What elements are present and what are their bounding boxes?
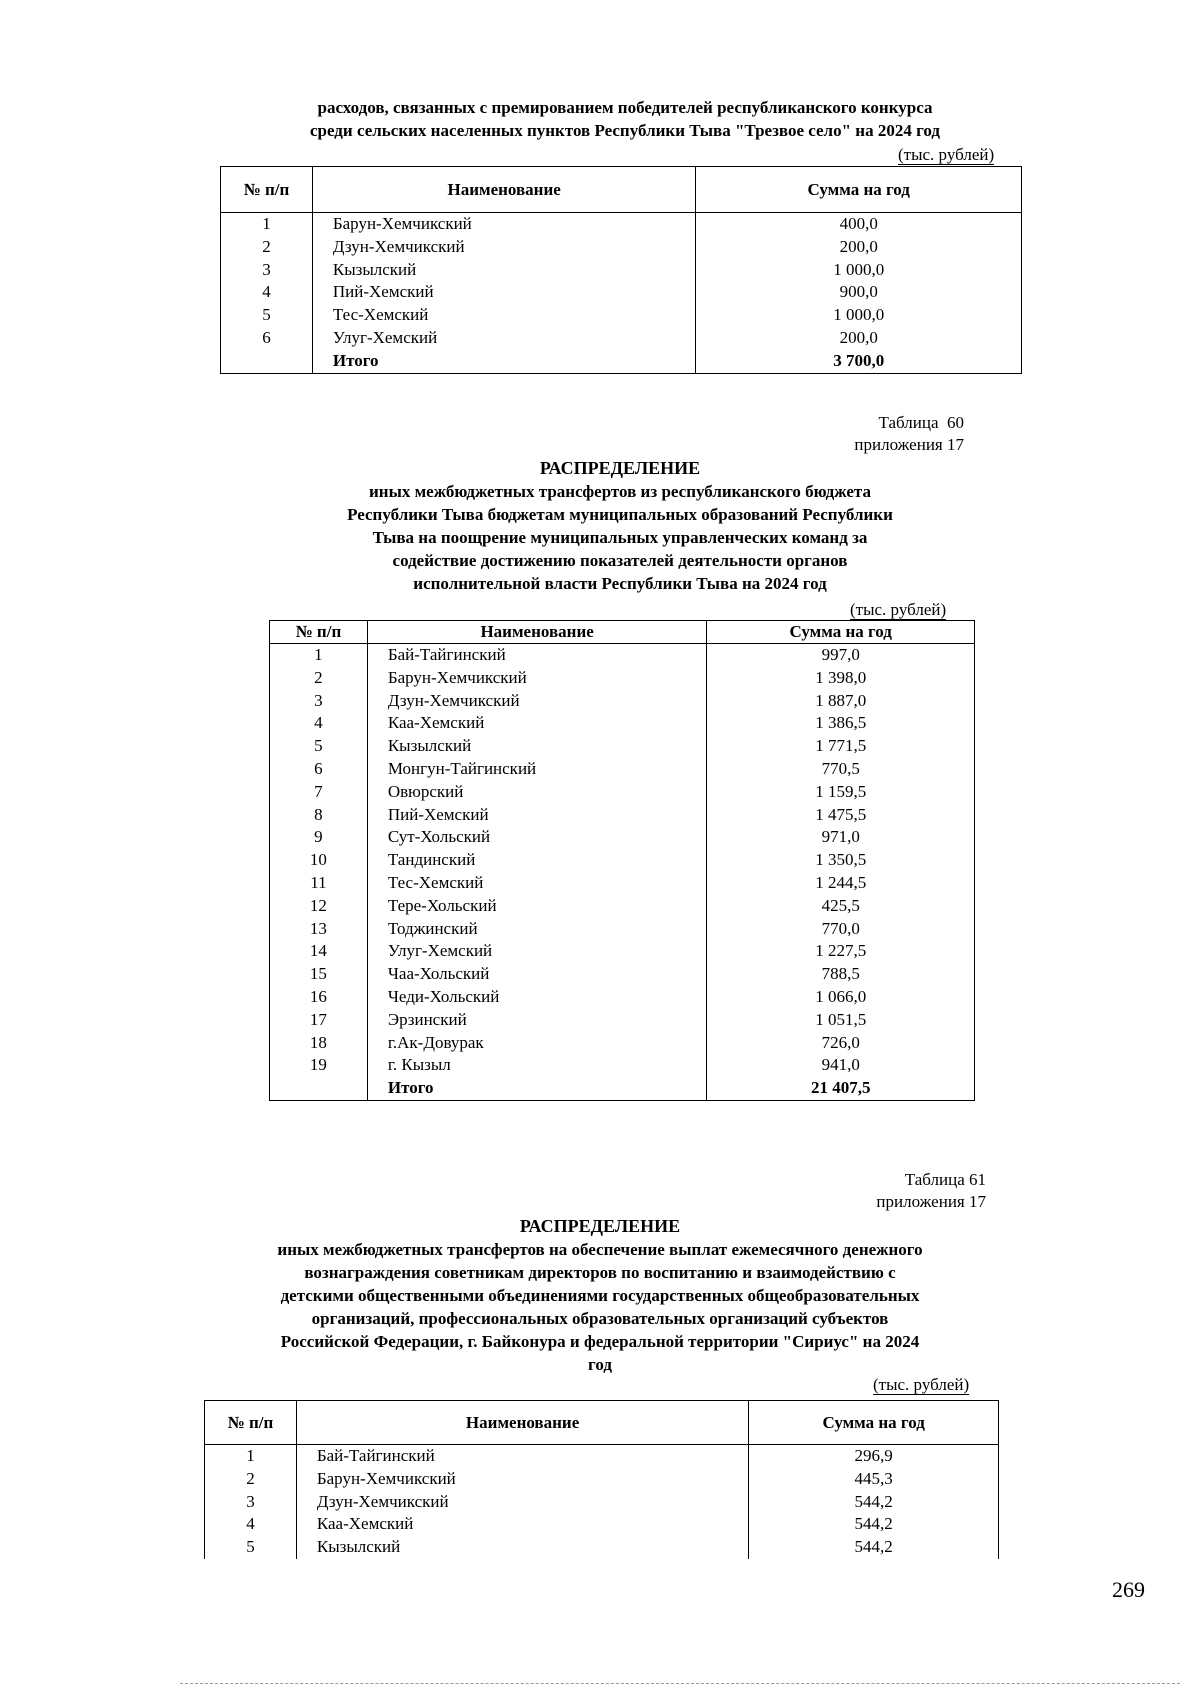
cell-number: 10: [270, 849, 368, 872]
cell-number: 6: [221, 327, 313, 350]
cell-sum: 770,5: [707, 758, 975, 781]
title-line: иных межбюджетных трансфертов на обеспечение выплат ежемесячного денежного: [277, 1240, 923, 1259]
cell-name: Каа-Хемский: [367, 712, 707, 735]
table-row: [270, 826, 975, 849]
title-line: расходов, связанных с премированием победителей республиканского конкурса: [317, 98, 933, 117]
table-row: [270, 895, 975, 918]
cell-number: 9: [270, 826, 368, 849]
table-row: [205, 1513, 999, 1536]
cell-sum: 788,5: [707, 963, 975, 986]
table-total-row: [270, 1077, 975, 1100]
table-row: [270, 1032, 975, 1055]
cell-number: 4: [205, 1513, 297, 1536]
table-row: [270, 1054, 975, 1077]
table-row: [270, 872, 975, 895]
table-row: [221, 236, 1022, 259]
table59: [220, 166, 1022, 374]
cell-name: Каа-Хемский: [296, 1513, 748, 1536]
title-line: иных межбюджетных трансфертов из республиканского бюджета: [368, 482, 871, 501]
cell-name: Барун-Хемчикский: [296, 1468, 748, 1491]
appendix-ref: приложения 17: [876, 1192, 986, 1211]
cell-name: Пий-Хемский: [312, 281, 696, 304]
cell-name: Сут-Хольский: [367, 826, 707, 849]
cell-sum: 971,0: [707, 826, 975, 849]
cell-sum: 425,5: [707, 895, 975, 918]
cell-name: Барун-Хемчикский: [367, 667, 707, 690]
cell-number: 4: [221, 281, 313, 304]
col-header-number: № п/п: [270, 621, 368, 644]
table-row: [270, 690, 975, 713]
table61-unit: (тыс. рублей): [873, 1375, 970, 1394]
cell-number: 17: [270, 1009, 368, 1032]
col-header-name: Наименование: [312, 167, 696, 213]
title-line: исполнительной власти Республики Тыва на 2024 год: [413, 574, 827, 593]
cell-name: г. Кызыл: [367, 1054, 707, 1077]
cell-name: Дзун-Хемчикский: [367, 690, 707, 713]
table-number: Таблица 60: [878, 413, 964, 432]
table-row: [270, 963, 975, 986]
table-row: [270, 804, 975, 827]
cell-number: 16: [270, 986, 368, 1009]
table-row: [221, 259, 1022, 282]
cell-name: Улуг-Хемский: [367, 940, 707, 963]
table-row: [221, 304, 1022, 327]
table-row: [205, 1468, 999, 1491]
cell-sum: 1 350,5: [707, 849, 975, 872]
col-header-sum: Сумма на год: [696, 167, 1022, 213]
cell-name: Кызылский: [296, 1536, 748, 1559]
table-total-row: [221, 350, 1022, 373]
cell-number: 2: [221, 236, 313, 259]
cell-number: [270, 1077, 368, 1100]
cell-sum: 997,0: [707, 644, 975, 667]
cell-name: Итого: [312, 350, 696, 373]
title-line: содействие достижению показателей деятельности органов: [392, 551, 848, 570]
cell-number: [221, 350, 313, 373]
table-row: [270, 781, 975, 804]
cell-sum: 1 051,5: [707, 1009, 975, 1032]
table-row: [270, 849, 975, 872]
cell-sum: 1 159,5: [707, 781, 975, 804]
cell-number: 3: [270, 690, 368, 713]
table59-title: [180, 96, 1070, 142]
cell-sum: 544,2: [749, 1513, 999, 1536]
cell-name: Тере-Хольский: [367, 895, 707, 918]
cell-sum: 1 227,5: [707, 940, 975, 963]
table61-body: [205, 1445, 999, 1559]
cell-sum: 21 407,5: [707, 1077, 975, 1100]
cell-number: 3: [221, 259, 313, 282]
cell-sum: 1 398,0: [707, 667, 975, 690]
table60-label: [700, 412, 964, 456]
cell-number: 8: [270, 804, 368, 827]
table60-title: [220, 480, 1020, 595]
cell-sum: 296,9: [749, 1445, 999, 1468]
table61-heading: РАСПРЕДЕЛЕНИЕ: [519, 1216, 681, 1236]
table-number: Таблица 61: [904, 1170, 986, 1189]
table59-body: [221, 213, 1022, 374]
cell-number: 1: [205, 1445, 297, 1468]
cell-name: Монгун-Тайгинский: [367, 758, 707, 781]
cell-number: 14: [270, 940, 368, 963]
cell-sum: 1 771,5: [707, 735, 975, 758]
cell-name: Барун-Хемчикский: [312, 213, 696, 236]
appendix-ref: приложения 17: [854, 435, 964, 454]
title-line: среди сельских населенных пунктов Республики Тыва "Трезвое село" на 2024 год: [309, 121, 940, 140]
cell-number: 5: [221, 304, 313, 327]
cell-number: 7: [270, 781, 368, 804]
col-header-sum: Сумма на год: [749, 1401, 999, 1445]
table60-unit: (тыс. рублей): [850, 600, 947, 619]
cell-name: Чаа-Хольский: [367, 963, 707, 986]
table-row: [270, 758, 975, 781]
cell-number: 2: [205, 1468, 297, 1491]
cell-sum: 1 066,0: [707, 986, 975, 1009]
cell-number: 11: [270, 872, 368, 895]
table-row: [221, 327, 1022, 350]
cell-sum: 1 386,5: [707, 712, 975, 735]
cell-sum: 726,0: [707, 1032, 975, 1055]
cell-sum: 941,0: [707, 1054, 975, 1077]
page-number: 269: [1112, 1577, 1145, 1602]
cell-number: 6: [270, 758, 368, 781]
table60: [269, 620, 975, 1101]
title-line: детскими общественными объединениями государственных общеобразовательных: [280, 1286, 920, 1305]
cell-sum: 770,0: [707, 918, 975, 941]
table-row: [221, 213, 1022, 236]
table-row: [270, 1009, 975, 1032]
page-edge-divider: [180, 1683, 1180, 1684]
cell-name: Овюрский: [367, 781, 707, 804]
table-row: [270, 940, 975, 963]
table61: [204, 1400, 999, 1559]
cell-sum: 445,3: [749, 1468, 999, 1491]
cell-name: Тоджинский: [367, 918, 707, 941]
cell-sum: 3 700,0: [696, 350, 1022, 373]
cell-sum: 1 887,0: [707, 690, 975, 713]
cell-sum: 900,0: [696, 281, 1022, 304]
table-row: [205, 1445, 999, 1468]
cell-sum: 1 000,0: [696, 259, 1022, 282]
cell-sum: 400,0: [696, 213, 1022, 236]
cell-number: 3: [205, 1491, 297, 1514]
cell-sum: 544,2: [749, 1536, 999, 1559]
cell-name: Кызылский: [312, 259, 696, 282]
cell-name: Бай-Тайгинский: [296, 1445, 748, 1468]
cell-number: 4: [270, 712, 368, 735]
cell-number: 5: [205, 1536, 297, 1559]
col-header-name: Наименование: [296, 1401, 748, 1445]
title-line: вознаграждения советникам директоров по воспитанию и взаимодействию с: [304, 1263, 896, 1282]
table-row: [270, 712, 975, 735]
col-header-number: № п/п: [221, 167, 313, 213]
table61-title: [180, 1238, 1020, 1376]
cell-number: 13: [270, 918, 368, 941]
cell-number: 18: [270, 1032, 368, 1055]
col-header-sum: Сумма на год: [707, 621, 975, 644]
cell-sum: 1 000,0: [696, 304, 1022, 327]
cell-name: Бай-Тайгинский: [367, 644, 707, 667]
cell-name: г.Ак-Довурак: [367, 1032, 707, 1055]
cell-name: Тес-Хемский: [367, 872, 707, 895]
cell-name: Дзун-Хемчикский: [312, 236, 696, 259]
cell-number: 15: [270, 963, 368, 986]
cell-name: Эрзинский: [367, 1009, 707, 1032]
table59-unit: (тыс. рублей): [898, 145, 995, 164]
title-line: Республики Тыва бюджетам муниципальных образований Республики: [347, 505, 893, 524]
cell-sum: 1 244,5: [707, 872, 975, 895]
title-line: год: [588, 1355, 612, 1374]
table60-heading: РАСПРЕДЕЛЕНИЕ: [539, 458, 701, 478]
cell-name: Тандинский: [367, 849, 707, 872]
table-row: [270, 667, 975, 690]
cell-name: Кызылский: [367, 735, 707, 758]
col-header-number: № п/п: [205, 1401, 297, 1445]
cell-name: Улуг-Хемский: [312, 327, 696, 350]
table61-label: [700, 1169, 986, 1213]
cell-sum: 200,0: [696, 327, 1022, 350]
title-line: Российской Федерации, г. Байконура и федеральной территории "Сириус" на 2024: [280, 1332, 920, 1351]
cell-sum: 200,0: [696, 236, 1022, 259]
table-row: [205, 1536, 999, 1559]
cell-number: 1: [221, 213, 313, 236]
title-line: Тыва на поощрение муниципальных управленческих команд за: [372, 528, 868, 547]
cell-sum: 1 475,5: [707, 804, 975, 827]
table60-body: [270, 644, 975, 1101]
table-row: [270, 735, 975, 758]
cell-number: 1: [270, 644, 368, 667]
cell-number: 12: [270, 895, 368, 918]
cell-number: 5: [270, 735, 368, 758]
table-row: [205, 1491, 999, 1514]
col-header-name: Наименование: [367, 621, 707, 644]
cell-name: Дзун-Хемчикский: [296, 1491, 748, 1514]
cell-name: Тес-Хемский: [312, 304, 696, 327]
cell-name: Пий-Хемский: [367, 804, 707, 827]
table-row: [270, 986, 975, 1009]
table-row: [221, 281, 1022, 304]
cell-number: 19: [270, 1054, 368, 1077]
table-row: [270, 918, 975, 941]
cell-name: Итого: [367, 1077, 707, 1100]
table-row: [270, 644, 975, 667]
title-line: организаций, профессиональных образовательных организаций субъектов: [311, 1309, 889, 1328]
cell-name: Чеди-Хольский: [367, 986, 707, 1009]
cell-number: 2: [270, 667, 368, 690]
cell-sum: 544,2: [749, 1491, 999, 1514]
